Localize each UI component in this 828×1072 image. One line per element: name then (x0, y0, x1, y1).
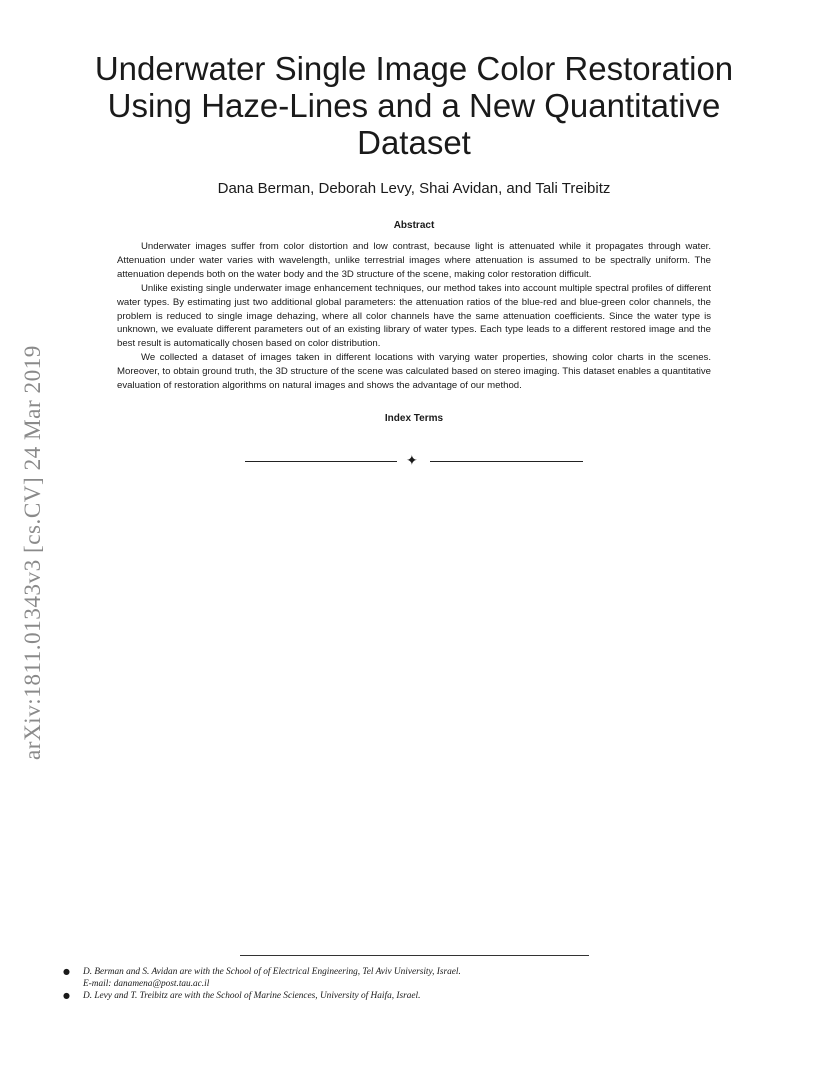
paper-title (60, 50, 768, 161)
abstract-heading: Abstract (393, 220, 435, 231)
separator-diamond-icon: ✦ (406, 453, 418, 469)
footnote-email: E-mail: danamena@post.tau.ac.il (83, 979, 210, 989)
abstract-body (117, 240, 711, 393)
arxiv-identifier-stamp: arXiv:1811.01343v3 [cs.CV] 24 Mar 2019 (20, 345, 46, 760)
footnote-item (60, 990, 760, 1002)
abstract-paragraph: Unlike existing single underwater image enhancement techniques, our method takes into account multiple spectral profiles of different water types. By estimating just two additional global parameters: the attenuation ratios of the blue-red and blue-green color channels, the problem is reduced to single image dehazing, where all color channels have the same attenuation coefficients. Since the water type is unknown, we evaluate different parameters out of an existing library of water types. Each type leads to a different restored image and the best result is automatically chosen based on color distribution. (117, 282, 711, 350)
footnote-text: D. Berman and S. Avidan are with the School of of Electrical Engineering, Tel Aviv University, Israel. (83, 967, 461, 977)
footnote-item (60, 966, 760, 990)
separator-rule-left (245, 461, 397, 462)
abstract-paragraph: We collected a dataset of images taken in different locations with varying water properties, showing color charts in the scenes. Moreover, to obtain ground truth, the 3D structure of the scene was calculated based on stereo imaging. This dataset enables a quantitative evaluation of restoration algorithms on natural images and shows the advantage of our method. (117, 352, 711, 392)
footnote-divider (240, 955, 589, 956)
bullet-icon: ● (63, 991, 70, 1000)
index-terms-heading: Index Terms (384, 413, 444, 424)
abstract-paragraph: Underwater images suffer from color distortion and low contrast, because light is attenuated while it propagates through water. Attenuation under water varies with wavelength, unlike terrestrial images where attenuation is assumed to be spectrally uniform. The attenuation depends both on the water body and the 3D structure of the scene, making color restoration difficult. (117, 241, 711, 280)
title-line-2: Using Haze-Lines and a New Quantitative (107, 87, 721, 124)
separator-rule-right (430, 461, 583, 462)
footnote-text: D. Levy and T. Treibitz are with the School of Marine Sciences, University of Haifa, Israel. (83, 991, 421, 1001)
author-list: Dana Berman, Deborah Levy, Shai Avidan, and Tali Treibitz (217, 180, 611, 197)
bullet-icon: ● (63, 967, 70, 976)
title-line-3: Dataset (357, 124, 471, 161)
footnote-list (60, 966, 760, 1002)
title-line-1: Underwater Single Image Color Restoration (94, 50, 734, 87)
